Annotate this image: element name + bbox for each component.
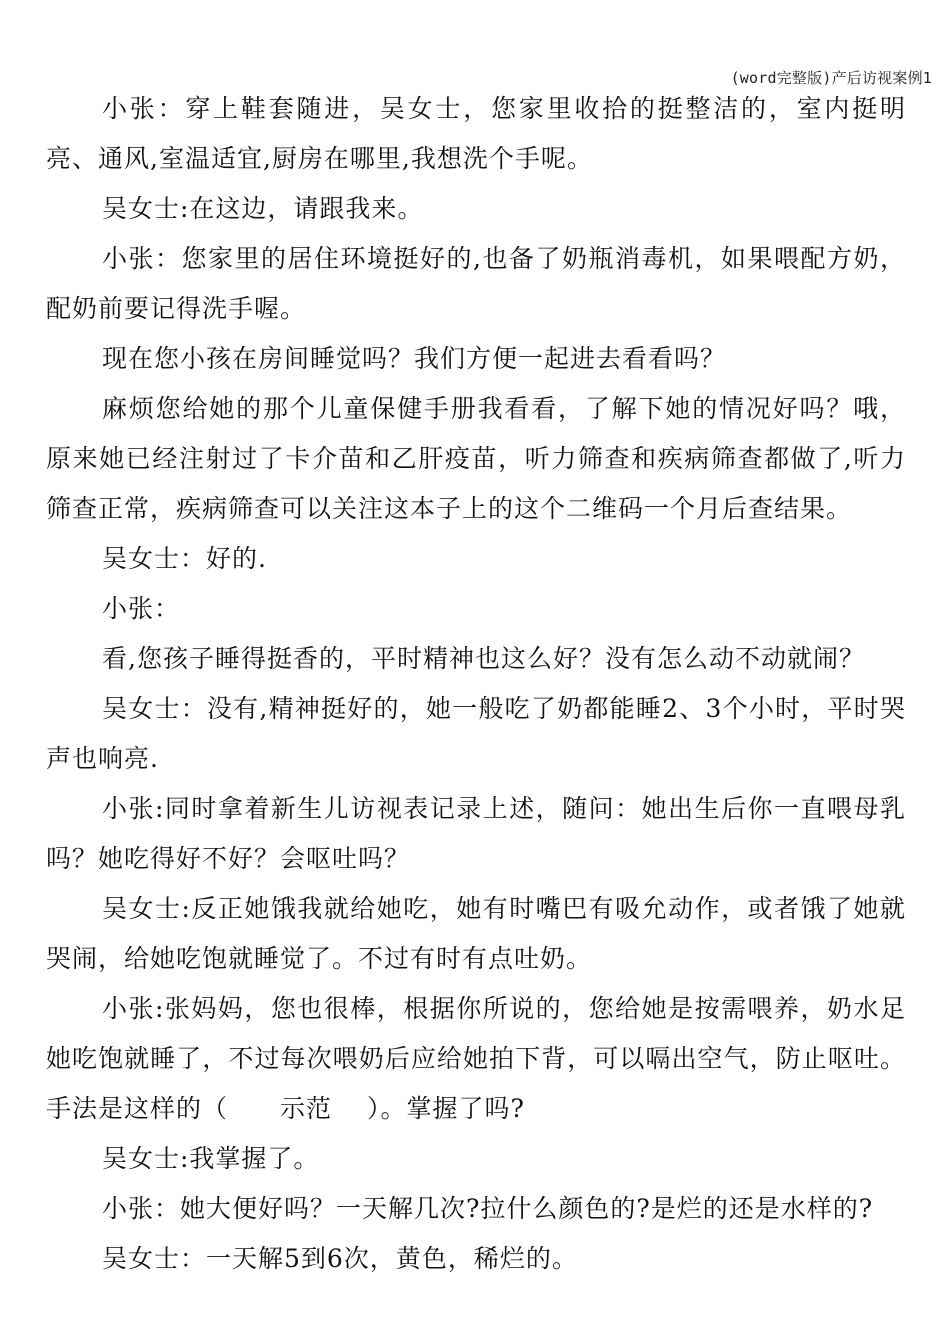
- paragraph: 吴女士：没有,精神挺好的，她一般吃了奶都能睡2、3个小时，平时哭声也响亮.: [46, 694, 906, 773]
- paragraph: 小张：您家里的居住环境挺好的,也备了奶瓶消毒机，如果喂配方奶，配奶前要记得洗手喔。: [46, 244, 906, 323]
- paragraph: 麻烦您给她的那个儿童保健手册我看看，了解下她的情况好吗？哦，原来她已经注射过了卡介苗和乙肝疫苗，听力筛查和疾病筛查都做了,听力筛查正常，疾病筛查可以关注这本子上的这个二维码一个月后查结果。: [46, 394, 906, 523]
- page-header: (word完整版)产后访视案例1: [730, 69, 932, 87]
- paragraph: 小张：穿上鞋套随进，吴女士，您家里收拾的挺整洁的，室内挺明亮、通风,室温适宜,厨房在哪里,我想洗个手呢。: [46, 94, 906, 173]
- paragraph: 吴女士:反正她饿我就给她吃，她有时嘴巴有吸允动作，或者饿了她就哭闹，给她吃饱就睡觉了。不过有时有点吐奶。: [46, 894, 906, 973]
- paragraph: 吴女士:我掌握了。: [102, 1144, 320, 1173]
- paragraph: 吴女士：好的.: [102, 544, 267, 573]
- document-body: [46, 84, 906, 1284]
- paragraph: 吴女士:在这边，请跟我来。: [102, 194, 424, 223]
- paragraph: 小张:同时拿着新生儿访视表记录上述，随问：她出生后你一直喂母乳吗？她吃得好不好？会呕吐吗？: [46, 794, 906, 873]
- paragraph: 小张：: [102, 594, 181, 623]
- paragraph: 小张：她大便好吗？一天解几次?拉什么颜色的?是烂的还是水样的?: [102, 1194, 874, 1223]
- paragraph: 现在您小孩在房间睡觉吗？我们方便一起进去看看吗？: [102, 344, 727, 373]
- paragraph: 看,您孩子睡得挺香的，平时精神也这么好？没有怎么动不动就闹？: [102, 644, 865, 673]
- paragraph: 小张:张妈妈，您也很棒，根据你所说的，您给她是按需喂养，奶水足她吃饱就睡了，不过每次喂奶后应给她拍下背，可以嗝出空气，防止呕吐。手法是这样的（ 示范 ）。掌握了吗?: [46, 994, 906, 1123]
- paragraph: 吴女士：一天解5到6次，黄色，稀烂的。: [102, 1244, 578, 1273]
